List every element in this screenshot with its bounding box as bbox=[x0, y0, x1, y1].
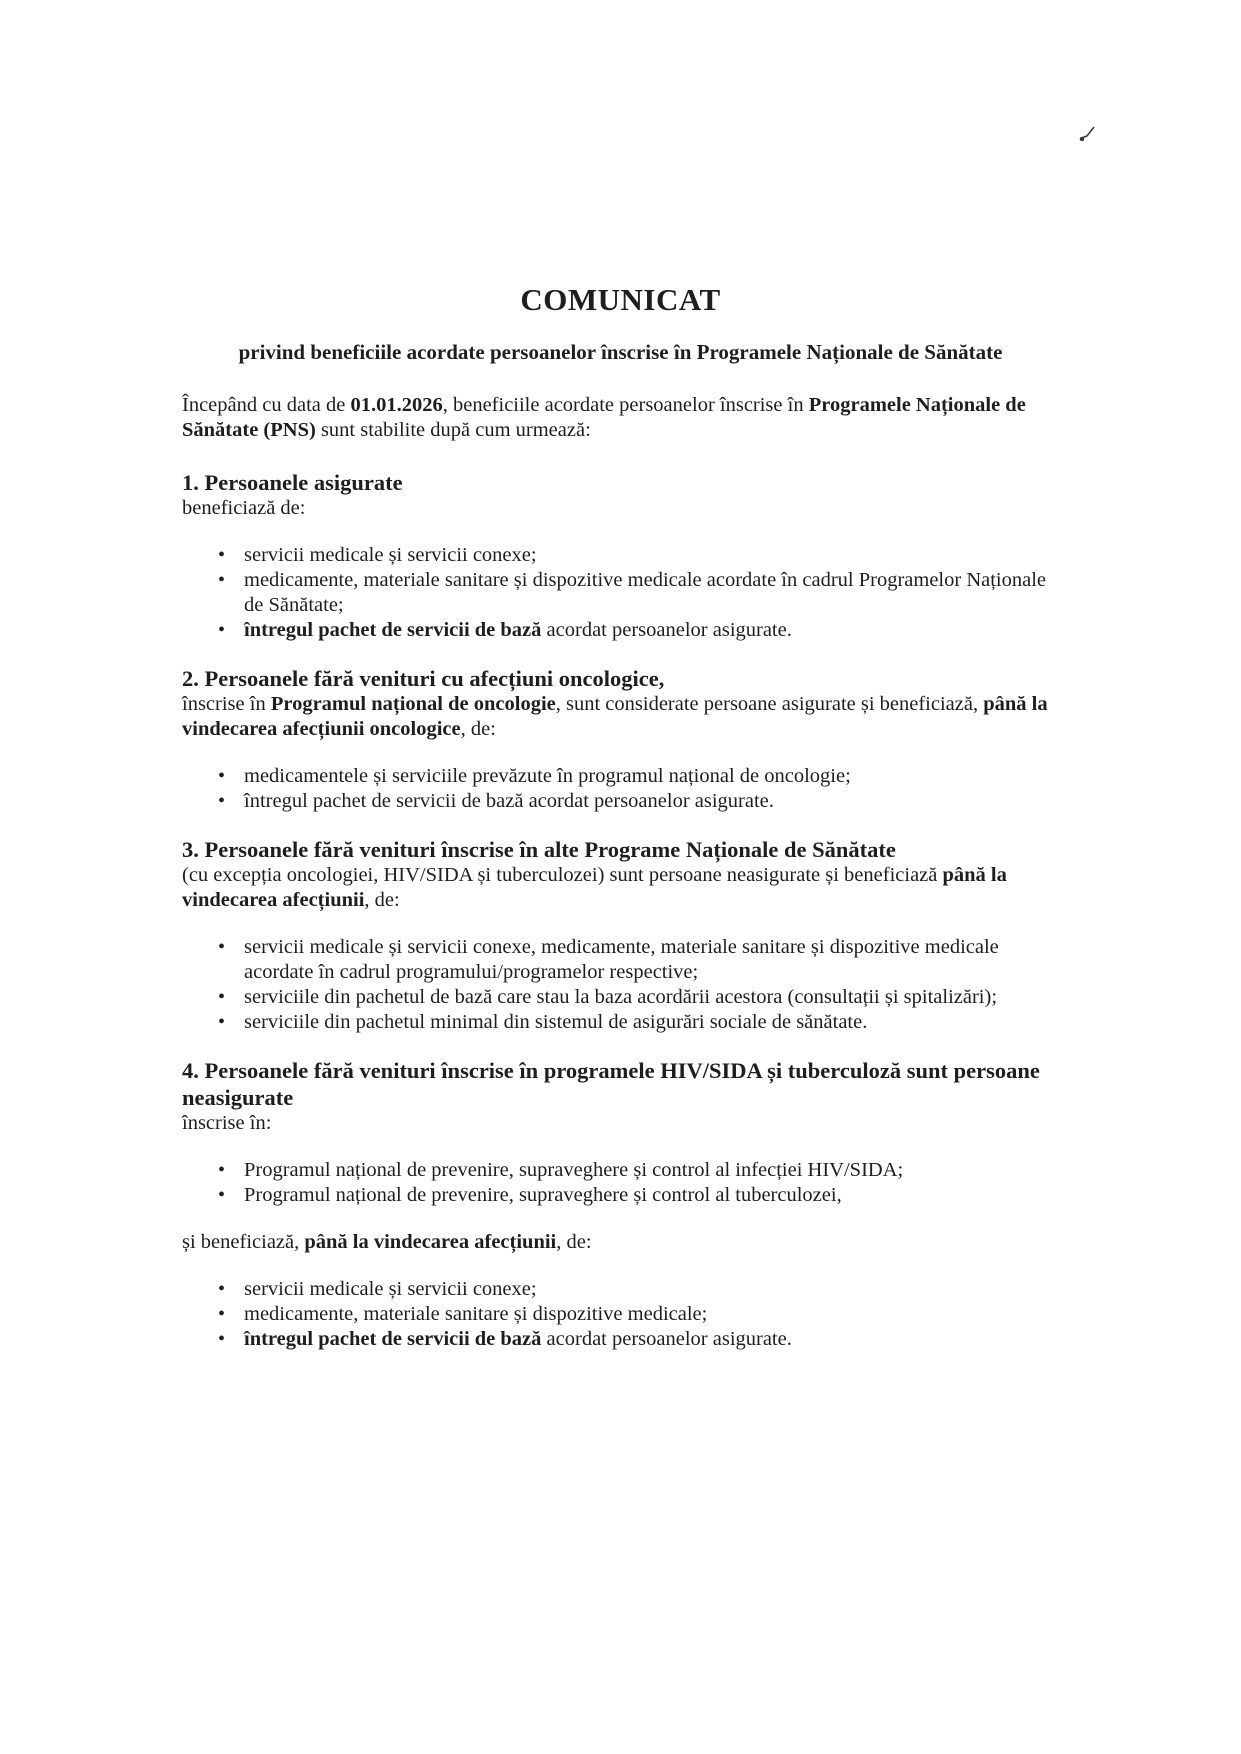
section-4-heading: 4. Persoanele fără venituri înscrise în programele HIV/SIDA și tuberculoză sunt persoane neasigurate bbox=[182, 1058, 1040, 1110]
list-item: • Programul național de prevenire, supraveghere și control al infecției HIV/SIDA; bbox=[218, 1158, 1062, 1183]
section-4-text: înscrise în: bbox=[182, 1112, 272, 1134]
list-item bbox=[218, 618, 1062, 643]
section-3-text: , de: bbox=[364, 889, 400, 911]
intro-text: sunt stabilite după cum urmează: bbox=[315, 419, 591, 441]
list-item: • întregul pachet de servicii de bază acordat persoanelor asigurate. bbox=[218, 789, 1062, 814]
pns-name: Programele Naționale de Sănătate (PNS) bbox=[182, 394, 1026, 441]
list-item-bold: întregul pachet de servicii de bază bbox=[244, 619, 542, 641]
list-item: • servicii medicale și servicii conexe; bbox=[218, 1277, 1062, 1302]
list-item: • Programul național de prevenire, supraveghere și control al tuberculozei, bbox=[218, 1183, 1062, 1208]
list-item bbox=[218, 1327, 1062, 1352]
list-item-text: acordat persoanelor asigurate. bbox=[541, 619, 792, 641]
intro-text: Începând cu data de bbox=[182, 394, 351, 416]
section-1-text: beneficiază de: bbox=[182, 497, 306, 519]
section-4-benefits-intro bbox=[182, 1230, 1062, 1255]
intro-paragraph bbox=[182, 393, 1062, 443]
section-3-bold: până la vindecarea afecțiunii bbox=[182, 864, 1007, 911]
section-2-bold: până la vindecarea afecțiunii oncologice bbox=[182, 693, 1048, 740]
section-2-text: înscrise în bbox=[182, 693, 271, 715]
list-item: • serviciile din pachetul minimal din sistemul de asigurări sociale de sănătate. bbox=[218, 1010, 1062, 1035]
document-title: COMUNICAT bbox=[520, 282, 721, 317]
section-3-heading: 3. Persoanele fără venituri înscrise în alte Programe Naționale de Sănătate bbox=[182, 837, 896, 862]
intro-text: , beneficiile acordate persoanelor înscrise în bbox=[442, 394, 809, 416]
list-item-text: acordat persoanelor asigurate. bbox=[541, 1328, 792, 1350]
document-subtitle: privind beneficiile acordate persoanelor înscrise în Programele Naționale de Sănătate bbox=[238, 340, 1003, 364]
section-2-heading: 2. Persoanele fără venituri cu afecțiuni oncologice, bbox=[182, 666, 665, 691]
section-4-text: , de: bbox=[556, 1231, 592, 1253]
section-3-list bbox=[182, 935, 1062, 1035]
document-body bbox=[182, 393, 1062, 1374]
section-4-text: și beneficiază, bbox=[182, 1231, 305, 1253]
list-item: • servicii medicale și servicii conexe, medicamente, materiale sanitare și dispozitive medicale acordate în cadrul programului/programelor respective; bbox=[218, 935, 1062, 985]
section-4-bold: până la vindecarea afecțiunii bbox=[304, 1231, 557, 1253]
section-2-text: , sunt considerate persoane asigurate și beneficiază, bbox=[555, 693, 984, 715]
list-item: • medicamentele și serviciile prevăzute în programul național de oncologie; bbox=[218, 764, 1062, 789]
list-item: • medicamente, materiale sanitare și dispozitive medicale; bbox=[218, 1302, 1062, 1327]
list-item: • servicii medicale și servicii conexe; bbox=[218, 543, 1062, 568]
section-2-text: , de: bbox=[460, 718, 496, 740]
list-item-bold: întregul pachet de servicii de bază bbox=[244, 1328, 542, 1350]
section-2-bold: Programul național de oncologie bbox=[270, 693, 556, 715]
section-4-list bbox=[182, 1158, 1062, 1208]
list-item: • serviciile din pachetul de bază care stau la baza acordării acestora (consultații și spitalizări); bbox=[218, 985, 1062, 1010]
section-2-list bbox=[182, 764, 1062, 814]
section-3-text: (cu excepția oncologiei, HIV/SIDA și tuberculozei) sunt persoane neasigurate și beneficiază bbox=[182, 864, 943, 886]
section-4-benefits-list bbox=[182, 1277, 1062, 1352]
effective-date: 01.01.2026 bbox=[350, 394, 443, 416]
section-1-list bbox=[182, 543, 1062, 643]
list-item: • medicamente, materiale sanitare și dispozitive medicale acordate în cadrul Programelor Naționale de Sănătate; bbox=[218, 568, 1062, 618]
handwritten-mark-icon bbox=[1078, 124, 1098, 144]
section-1-heading: 1. Persoanele asigurate bbox=[182, 470, 403, 495]
